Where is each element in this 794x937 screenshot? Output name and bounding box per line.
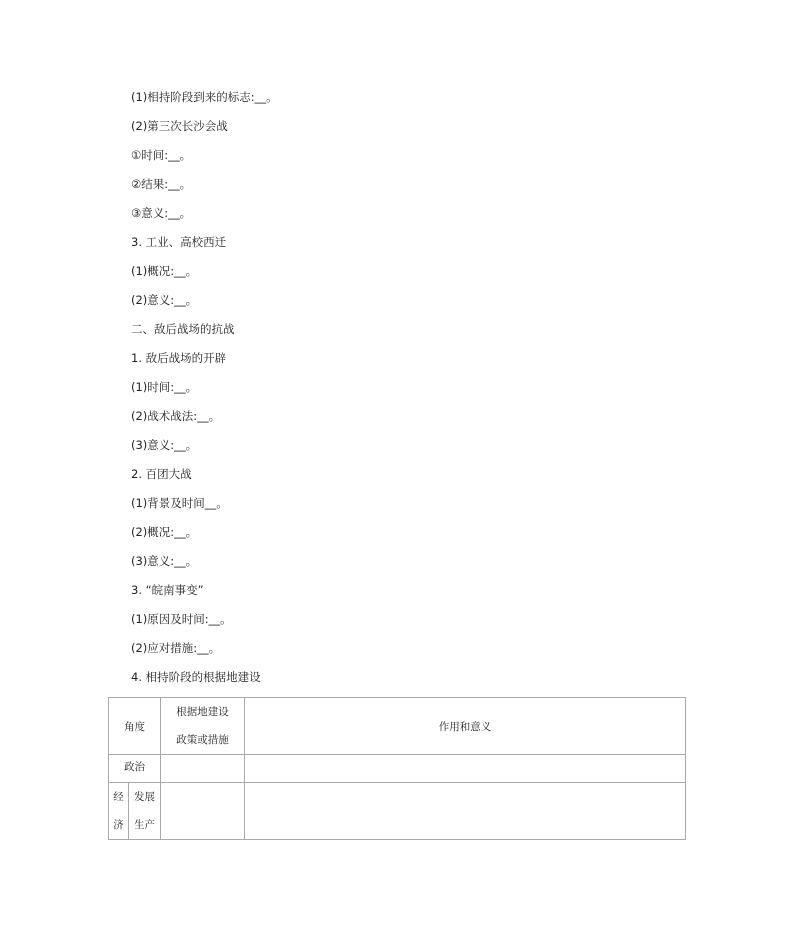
header-policy-line1: 根据地建设 <box>176 706 229 718</box>
text-line-8: (2)意义:__。 <box>131 293 198 307</box>
row-economy-char1: 经 <box>113 791 124 803</box>
header-effect-cell <box>245 698 686 755</box>
table-header-row <box>109 698 686 755</box>
row-economy-policy-cell <box>161 783 245 840</box>
row-economy-label-cell <box>109 783 129 840</box>
text-line-21: 4. 相持阶段的根据地建设 <box>131 670 261 684</box>
row-economy-char2: 济 <box>113 819 124 831</box>
header-aspect-cell <box>109 698 161 755</box>
text-line-20: (2)应对措施:__。 <box>131 641 221 655</box>
text-line-1: (1)相持阶段到来的标志:__。 <box>131 90 278 104</box>
text-line-3: ①时间:__。 <box>131 148 192 162</box>
text-line-2: (2)第三次长沙会战 <box>131 119 228 133</box>
header-policy-line2: 政策或措施 <box>176 734 229 746</box>
row-economy-effect-cell <box>245 783 686 840</box>
text-line-15: (1)背景及时间__。 <box>131 496 228 510</box>
text-line-13: (3)意义:__。 <box>131 438 198 452</box>
row-politics-label: 政治 <box>124 761 145 773</box>
header-aspect: 角度 <box>124 720 145 733</box>
text-line-14: 2. 百团大战 <box>131 467 192 481</box>
text-line-4: ②结果:__。 <box>131 177 192 191</box>
header-effect: 作用和意义 <box>438 720 492 733</box>
row-economy-sub2: 生产 <box>134 819 155 831</box>
row-economy-sub1: 发展 <box>134 791 155 803</box>
row-politics-effect-cell <box>245 755 686 783</box>
text-line-11: (1)时间:__。 <box>131 380 198 394</box>
text-line-12: (2)战术战法:__。 <box>131 409 221 423</box>
text-line-17: (3)意义:__。 <box>131 554 198 568</box>
text-line-6: 3. 工业、高校西迁 <box>131 235 227 249</box>
table-row-politics <box>109 755 686 783</box>
text-line-7: (1)概况:__。 <box>131 264 198 278</box>
text-line-19: (1)原因及时间:__。 <box>131 612 232 626</box>
row-economy-sub-cell <box>129 783 161 840</box>
text-line-10: 1. 敌后战场的开辟 <box>131 351 227 365</box>
text-line-9: 二、敌后战场的抗战 <box>131 322 235 336</box>
text-line-5: ③意义:__。 <box>131 206 192 220</box>
row-politics-policy-cell <box>161 755 245 783</box>
text-line-18: 3. “皖南事变” <box>131 583 204 597</box>
table-row-economy <box>109 783 686 840</box>
base-area-table <box>108 697 686 840</box>
text-line-16: (2)概况:__。 <box>131 525 198 539</box>
row-politics-label-cell <box>109 755 161 783</box>
header-policy-cell <box>161 698 245 755</box>
